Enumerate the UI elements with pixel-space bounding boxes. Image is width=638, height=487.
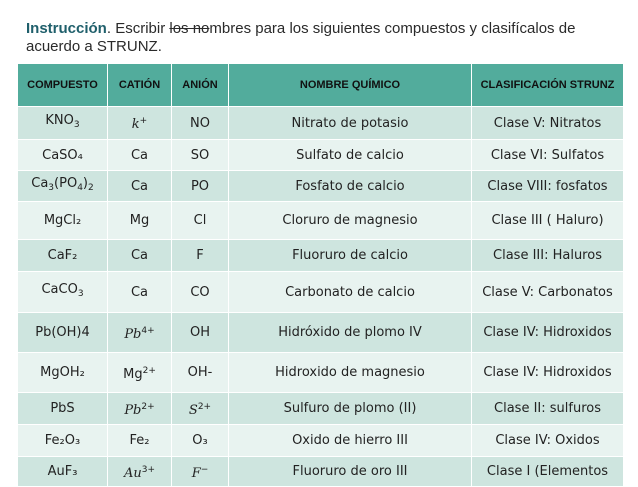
table-row [18,240,624,272]
cell-compuesto: MgOH₂ [18,353,108,393]
instruction-label: Instrucción [26,20,107,37]
table-row [18,313,624,353]
table-row [18,171,624,202]
cell-anion: O₃ [172,425,229,457]
instruction-text-part: . Escribir [106,20,170,37]
cell-anion: F− [172,457,229,487]
cell-cation: $Au^{3+}$ [108,457,172,487]
cell-anion: F [172,240,229,272]
cell-compuesto: MgCl₂ [18,202,108,240]
cell-anion: CO [172,272,229,313]
cell-nombre: Hidroxido de magnesio [229,353,472,393]
table-row [18,272,624,313]
cell-nombre: Nitrato de potasio [229,107,472,140]
cell-clase: Clase III ( Haluro) [472,202,624,240]
header-cation: CATIÓN [108,64,172,107]
cell-cation: Ca [108,171,172,202]
cell-compuesto: PbS [18,393,108,425]
cell-clase: Clase IV: Hidroxidos [472,313,624,353]
cell-nombre: Fosfato de calcio [229,171,472,202]
header-nombre-quimico: NOMBRE QUÍMICO [229,64,472,107]
table-row [18,457,624,487]
cell-cation: Ca [108,272,172,313]
cell-cation: Ca [108,140,172,171]
cell-cation: Mg [108,202,172,240]
cell-compuesto: Fe₂O₃ [18,425,108,457]
cell-compuesto: CaSO₄ [18,140,108,171]
cell-compuesto: CaF₂ [18,240,108,272]
table-row [18,107,624,140]
header-compuesto: COMPUESTO [18,64,108,107]
table-row [18,140,624,171]
cell-cation: Ca [108,240,172,272]
cell-clase: Clase VI: Sulfatos [472,140,624,171]
cell-nombre: Hidróxido de plomo IV [229,313,472,353]
cell-anion: Cl [172,202,229,240]
header-clasificacion-strunz: CLASIFICACIÓN STRUNZ [472,64,624,107]
table-row [18,353,624,393]
cell-clase: Clase IV: Hidroxidos [472,353,624,393]
cell-cation: k+ [108,107,172,140]
cell-nombre: Fluoruro de oro III [229,457,472,487]
cell-compuesto: $KNO_3$ [18,107,108,140]
cell-nombre: Sulfuro de plomo (II) [229,393,472,425]
cell-anion: PO [172,171,229,202]
strunz-table [17,63,624,487]
table-header-row [18,64,624,107]
cell-compuesto: Pb(OH)4 [18,313,108,353]
header-anion: ANIÓN [172,64,229,107]
cell-clase: Clase III: Haluros [472,240,624,272]
cell-clase: Clase II: sulfuros [472,393,624,425]
instruction-text-part: mbres para los siguientes compuestos y clasifícalos de acuerdo a STRUNZ. [26,20,576,55]
instruction-text [26,20,626,56]
cell-clase: Clase IV: Oxidos [472,425,624,457]
cell-cation: $Mg^{2+}$ [108,353,172,393]
cell-anion: $S^{2+}$ [172,393,229,425]
cell-anion: OH [172,313,229,353]
cell-nombre: Oxido de hierro III [229,425,472,457]
cell-clase: Clase I (Elementos [472,457,624,487]
cell-clase: Clase V: Carbonatos [472,272,624,313]
instruction-strikethrough: los no [169,20,210,37]
cell-compuesto: AuF₃ [18,457,108,487]
cell-nombre: Carbonato de calcio [229,272,472,313]
cell-nombre: Sulfato de calcio [229,140,472,171]
table-row [18,202,624,240]
cell-compuesto: $Ca_3(PO_4)_2$ [18,171,108,202]
table-row [18,393,624,425]
cell-cation: $Pb^{2+}$ [108,393,172,425]
cell-anion: OH- [172,353,229,393]
cell-anion: NO [172,107,229,140]
cell-cation: $Pb^{4+}$ [108,313,172,353]
cell-clase: Clase VIII: fosfatos [472,171,624,202]
cell-nombre: Fluoruro de calcio [229,240,472,272]
cell-nombre: Cloruro de magnesio [229,202,472,240]
cell-compuesto: CaCO$_3$ [18,272,108,313]
cell-clase: Clase V: Nitratos [472,107,624,140]
cell-cation: Fe₂ [108,425,172,457]
cell-anion: SO [172,140,229,171]
table-row [18,425,624,457]
